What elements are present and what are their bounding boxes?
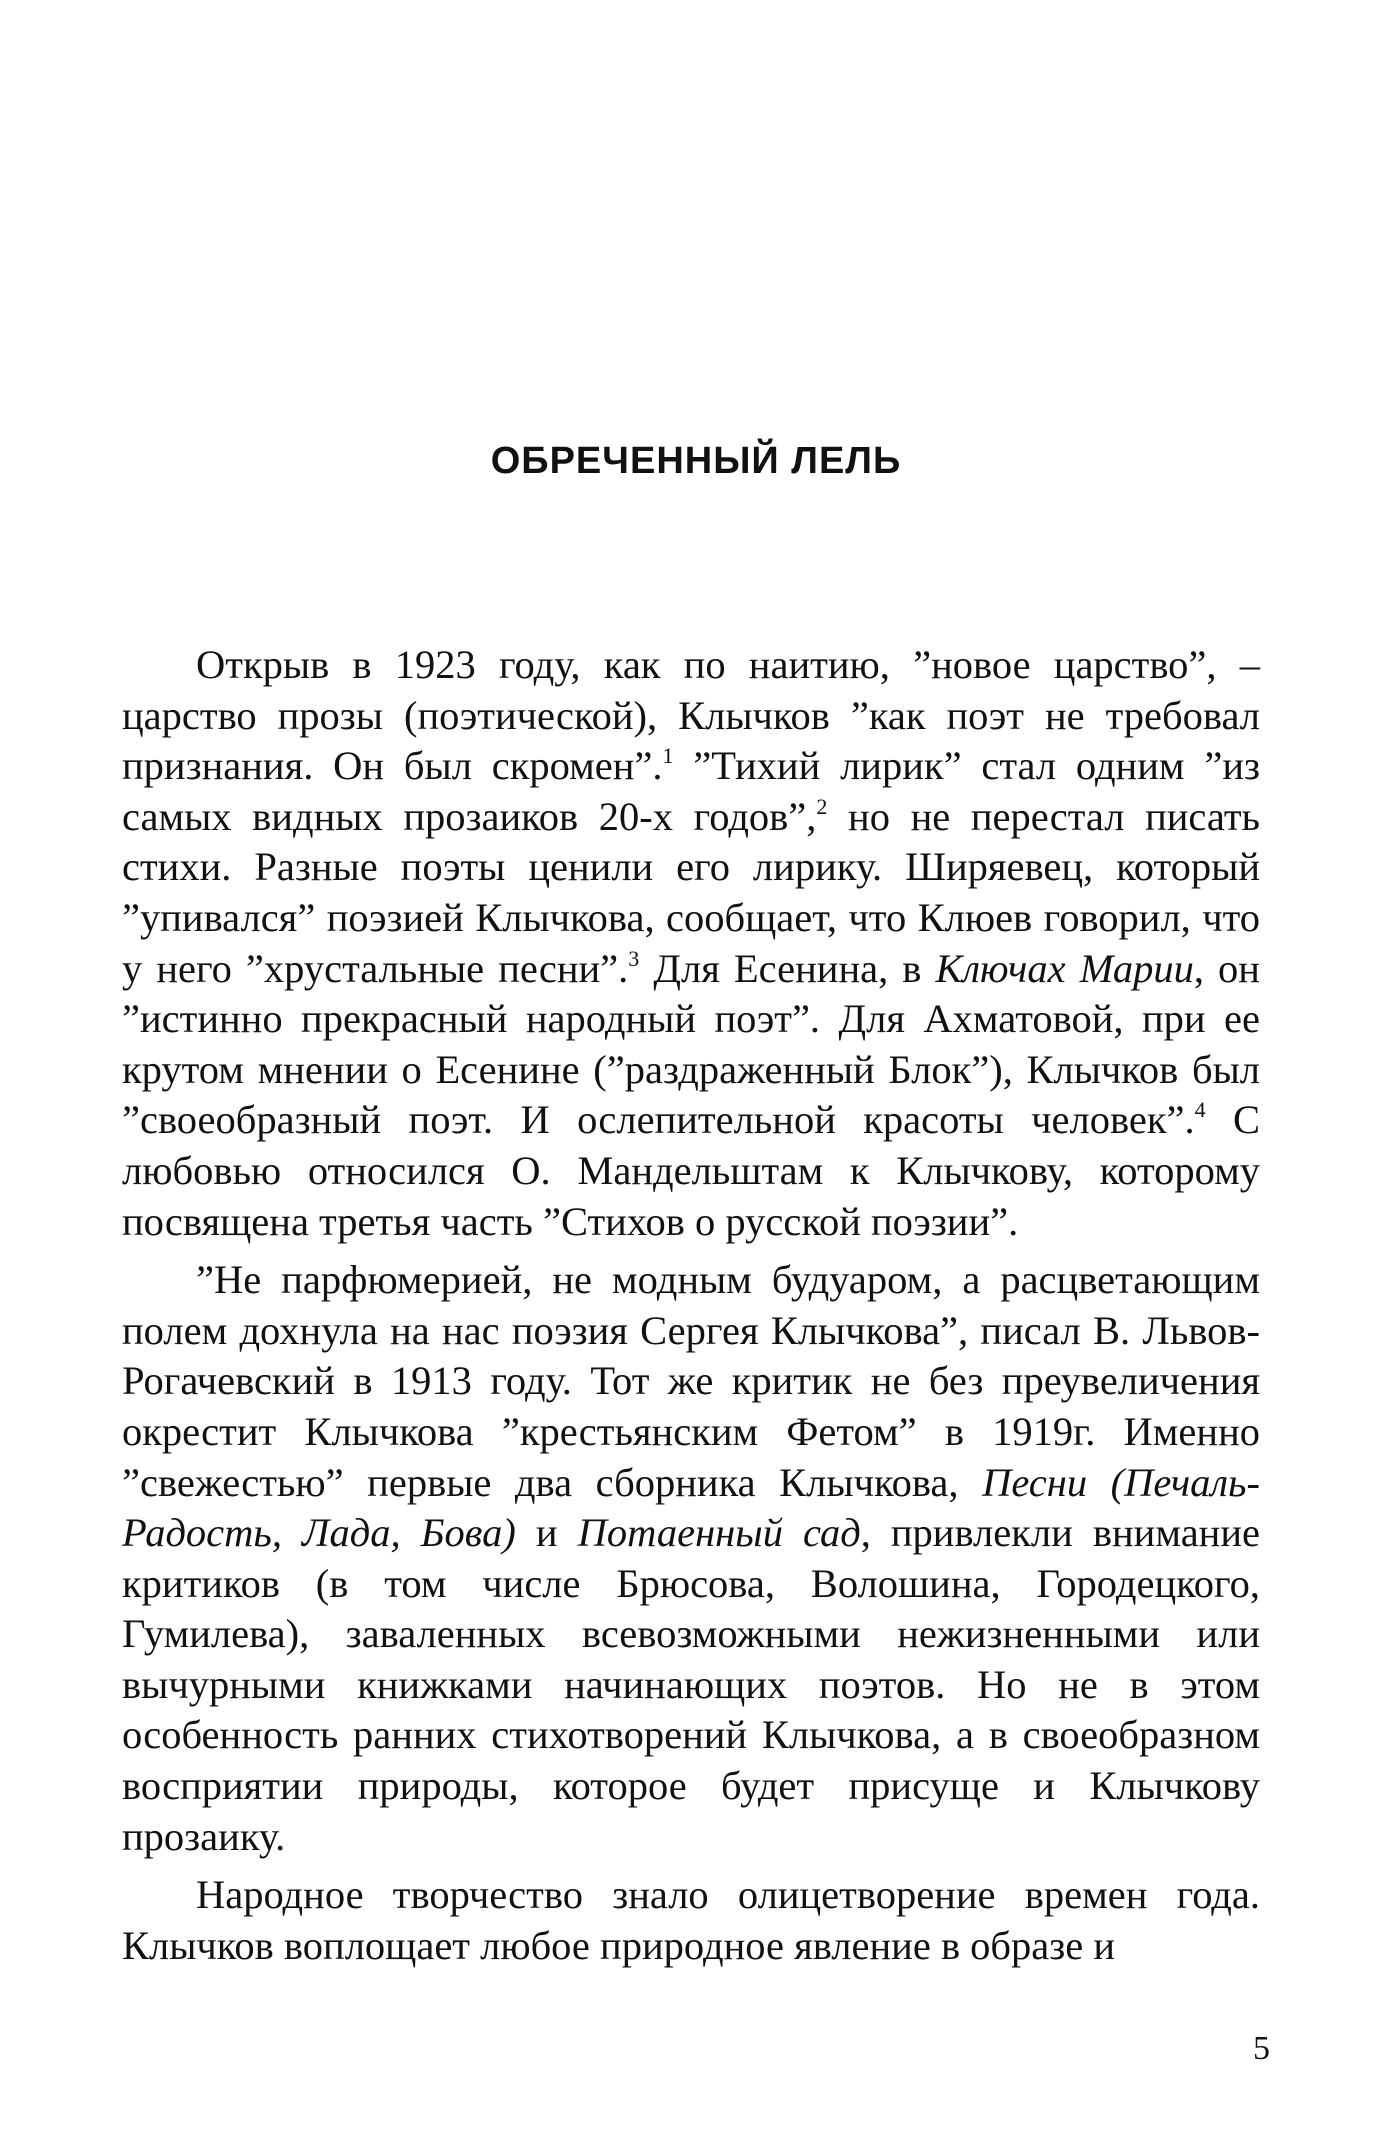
italic-title: Песни (Печаль-Радость, Лада, Бова) (122, 1459, 1260, 1556)
footnote-marker: 4 (1194, 1097, 1206, 1123)
paragraph (122, 640, 1260, 1247)
text-run: и (515, 1510, 578, 1556)
italic-title: Потаенный сад (577, 1510, 861, 1556)
footnote-marker: 1 (662, 743, 674, 769)
text-run: С любовью относился О. Мандельштам к Клычкову, которому посвящена третья часть ”Стихов о русской поэзии”. (122, 1097, 1260, 1244)
footnote-marker: 2 (816, 793, 828, 819)
paragraph (122, 1870, 1260, 1971)
text-run: Для Есенина, в (639, 945, 936, 991)
paragraph (122, 1255, 1260, 1862)
text-run: Народное творчество знало олицетворение времен года. Клычков воплощает любое природное явление в образе и (122, 1872, 1260, 1968)
text-run: , он ”истинно прекрасный народный поэт”. Для Ахматовой, при ее крутом мнении о Есенине (”раздраженный Блок”), Клычков был ”своеобразный поэт. И ослепительной красоты человек”. (122, 945, 1260, 1143)
italic-title: Ключах Марии (935, 945, 1194, 991)
text-run: ”Не парфюмерией, не модным будуаром, а расцветающим полем дохнула на нас поэзия Сергея Клычкова”, писал В. Львов-Рогачевский в 1913 году. Тот же критик не без преувеличения окрестит Клычкова ”крестьянским Фетом” в 1919г. Именно ”свежестью” первые два сборника Клычкова, (122, 1257, 1260, 1505)
page-number: 5 (1253, 2030, 1270, 2067)
text-run: ”Тихий лирик” стал одним ”из самых видных прозаиков 20-х годов”, (122, 743, 1260, 839)
chapter-title: ОБРЕЧЕННЫЙ ЛЕЛЬ (490, 440, 902, 482)
footnote-marker: 3 (628, 945, 640, 971)
body-text (122, 640, 1260, 1971)
text-run: Открыв в 1923 году, как по наитию, ”новое царство”, – царство прозы (поэтической), Клычков ”как поэт не требовал признания. Он был скромен”. (122, 642, 1260, 789)
text-run: но не перестал писать стихи. Разные поэты ценили его лирику. Ширяевец, который ”упивался” поэзией Клычкова, сообщает, что Клюев говорил, что у него ”хрустальные песни”. (122, 793, 1260, 991)
text-run: , привлекли внимание критиков (в том числе Брюсова, Волошина, Городецкого, Гумилева), заваленных всевозможными нежизненными или вычурными книжками начинающих поэтов. Но не в этом особенность ранних стихотворений Клычкова, а в своеобразном восприятии природы, которое будет присуще и Клычкову прозаику. (122, 1510, 1260, 1859)
